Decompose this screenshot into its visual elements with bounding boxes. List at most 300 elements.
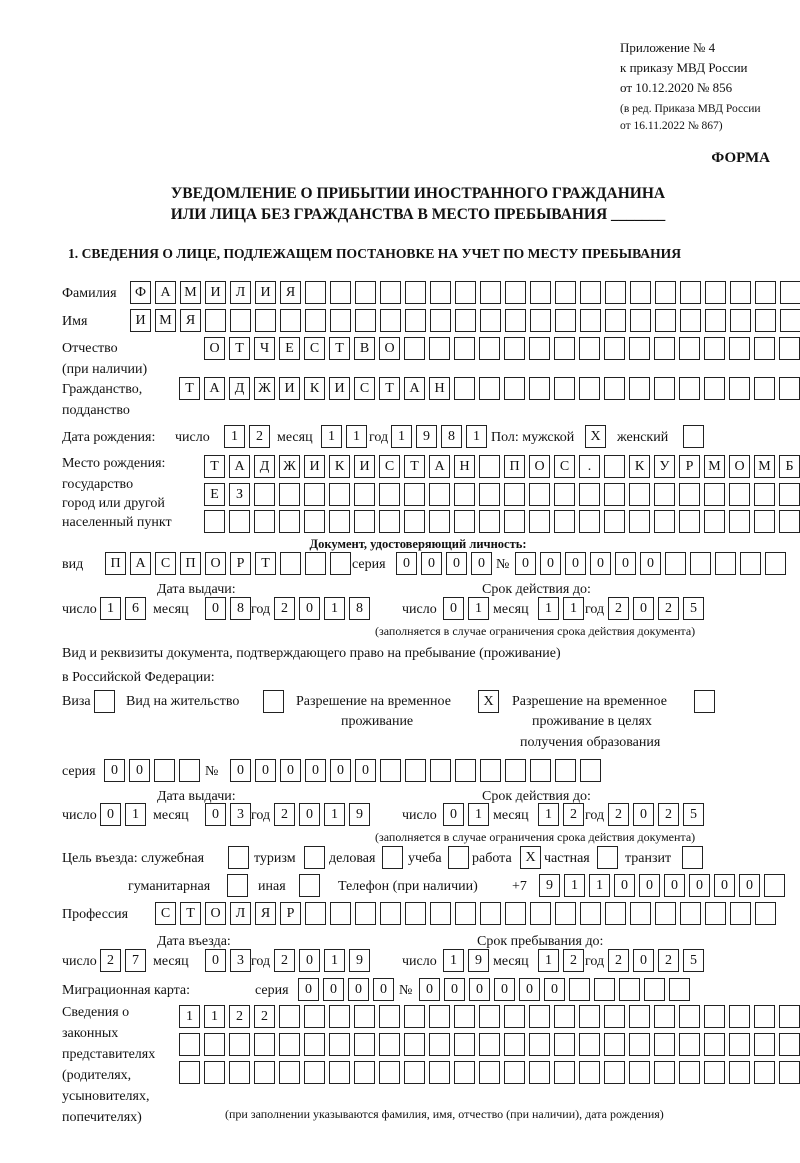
entry-day-field[interactable]	[100, 949, 146, 972]
char-cell[interactable]	[579, 483, 600, 506]
char-cell[interactable]: 0	[348, 978, 369, 1001]
char-cell[interactable]	[279, 510, 300, 533]
char-cell[interactable]	[619, 978, 640, 1001]
char-cell[interactable]: 0	[446, 552, 467, 575]
char-cell[interactable]: 0	[129, 759, 150, 782]
char-cell[interactable]: 2	[608, 803, 629, 826]
char-cell[interactable]	[505, 281, 526, 304]
char-cell[interactable]: 2	[249, 425, 270, 448]
char-cell[interactable]	[379, 1005, 400, 1028]
char-cell[interactable]: .	[579, 455, 600, 478]
char-cell[interactable]	[654, 510, 675, 533]
char-cell[interactable]	[529, 337, 550, 360]
char-cell[interactable]	[430, 902, 451, 925]
char-cell[interactable]	[683, 425, 704, 448]
char-cell[interactable]	[504, 510, 525, 533]
char-cell[interactable]	[505, 902, 526, 925]
char-cell[interactable]: О	[205, 552, 226, 575]
char-cell[interactable]: О	[205, 902, 226, 925]
char-cell[interactable]: 1	[589, 874, 610, 897]
char-cell[interactable]	[754, 337, 775, 360]
char-cell[interactable]: 0	[299, 803, 320, 826]
id-issue-month-field[interactable]	[205, 597, 251, 620]
visa-checkbox[interactable]	[94, 690, 115, 713]
id-kind-field[interactable]	[105, 552, 351, 575]
birth-year-field[interactable]	[391, 425, 487, 448]
sex-male-checkbox[interactable]	[585, 425, 606, 448]
char-cell[interactable]	[380, 281, 401, 304]
char-cell[interactable]	[480, 902, 501, 925]
char-cell[interactable]	[204, 510, 225, 533]
char-cell[interactable]: 0	[565, 552, 586, 575]
char-cell[interactable]: 9	[349, 803, 370, 826]
char-cell[interactable]	[330, 902, 351, 925]
char-cell[interactable]	[580, 281, 601, 304]
char-cell[interactable]	[630, 309, 651, 332]
char-cell[interactable]: 1	[324, 597, 345, 620]
char-cell[interactable]	[479, 1005, 500, 1028]
char-cell[interactable]: Я	[280, 281, 301, 304]
stay-day-field[interactable]	[443, 949, 489, 972]
char-cell[interactable]	[404, 510, 425, 533]
char-cell[interactable]: О	[729, 455, 750, 478]
char-cell[interactable]: А	[404, 377, 425, 400]
char-cell[interactable]	[604, 1061, 625, 1084]
char-cell[interactable]	[755, 902, 776, 925]
birth-day-field[interactable]	[224, 425, 270, 448]
char-cell[interactable]: 0	[515, 552, 536, 575]
char-cell[interactable]	[429, 337, 450, 360]
char-cell[interactable]	[629, 1033, 650, 1056]
phone-field[interactable]	[539, 874, 785, 897]
char-cell[interactable]	[754, 483, 775, 506]
char-cell[interactable]	[629, 1061, 650, 1084]
char-cell[interactable]	[304, 1005, 325, 1028]
char-cell[interactable]: Р	[679, 455, 700, 478]
entry-month-field[interactable]	[205, 949, 251, 972]
char-cell[interactable]: 3	[230, 949, 251, 972]
char-cell[interactable]	[765, 552, 786, 575]
surname-field[interactable]	[130, 281, 800, 304]
char-cell[interactable]: 0	[590, 552, 611, 575]
char-cell[interactable]: С	[155, 552, 176, 575]
char-cell[interactable]	[704, 1061, 725, 1084]
char-cell[interactable]	[729, 483, 750, 506]
char-cell[interactable]	[730, 309, 751, 332]
char-cell[interactable]	[729, 1033, 750, 1056]
char-cell[interactable]: 1	[564, 874, 585, 897]
char-cell[interactable]: 1	[125, 803, 146, 826]
char-cell[interactable]: 2	[608, 597, 629, 620]
char-cell[interactable]: 0	[540, 552, 561, 575]
char-cell[interactable]	[280, 552, 301, 575]
char-cell[interactable]	[655, 281, 676, 304]
char-cell[interactable]: А	[204, 377, 225, 400]
char-cell[interactable]: М	[754, 455, 775, 478]
char-cell[interactable]	[355, 281, 376, 304]
char-cell[interactable]	[479, 337, 500, 360]
right-number-field[interactable]	[230, 759, 601, 782]
char-cell[interactable]: 0	[396, 552, 417, 575]
id-issue-year-field[interactable]	[274, 597, 370, 620]
char-cell[interactable]	[555, 759, 576, 782]
char-cell[interactable]: 1	[538, 597, 559, 620]
char-cell[interactable]	[305, 309, 326, 332]
char-cell[interactable]	[530, 309, 551, 332]
char-cell[interactable]	[330, 309, 351, 332]
char-cell[interactable]	[179, 1033, 200, 1056]
char-cell[interactable]	[580, 759, 601, 782]
char-cell[interactable]	[755, 281, 776, 304]
char-cell[interactable]	[480, 281, 501, 304]
char-cell[interactable]: 1	[204, 1005, 225, 1028]
reps-field-1[interactable]	[179, 1005, 800, 1028]
char-cell[interactable]	[555, 902, 576, 925]
char-cell[interactable]	[404, 483, 425, 506]
char-cell[interactable]	[379, 1061, 400, 1084]
char-cell[interactable]: 5	[683, 803, 704, 826]
purpose-transit-checkbox[interactable]	[682, 846, 703, 869]
char-cell[interactable]: С	[379, 455, 400, 478]
char-cell[interactable]	[579, 1061, 600, 1084]
char-cell[interactable]: 1	[321, 425, 342, 448]
char-cell[interactable]	[705, 281, 726, 304]
profession-field[interactable]	[155, 902, 776, 925]
char-cell[interactable]: С	[554, 455, 575, 478]
char-cell[interactable]	[729, 377, 750, 400]
char-cell[interactable]	[554, 337, 575, 360]
char-cell[interactable]	[505, 309, 526, 332]
char-cell[interactable]	[644, 978, 665, 1001]
char-cell[interactable]: И	[279, 377, 300, 400]
char-cell[interactable]	[779, 377, 800, 400]
char-cell[interactable]: И	[130, 309, 151, 332]
stay-month-field[interactable]	[538, 949, 584, 972]
char-cell[interactable]	[754, 1033, 775, 1056]
char-cell[interactable]	[479, 510, 500, 533]
char-cell[interactable]	[279, 1033, 300, 1056]
char-cell[interactable]: 1	[100, 597, 121, 620]
char-cell[interactable]	[429, 1033, 450, 1056]
char-cell[interactable]	[654, 1033, 675, 1056]
char-cell[interactable]	[630, 902, 651, 925]
char-cell[interactable]	[179, 1061, 200, 1084]
char-cell[interactable]: А	[429, 455, 450, 478]
char-cell[interactable]: 8	[230, 597, 251, 620]
char-cell[interactable]: П	[105, 552, 126, 575]
char-cell[interactable]: 1	[468, 803, 489, 826]
char-cell[interactable]: 8	[441, 425, 462, 448]
char-cell[interactable]	[704, 1033, 725, 1056]
char-cell[interactable]: Ж	[279, 455, 300, 478]
char-cell[interactable]: К	[329, 455, 350, 478]
char-cell[interactable]: 1	[324, 803, 345, 826]
char-cell[interactable]	[679, 483, 700, 506]
char-cell[interactable]: 0	[519, 978, 540, 1001]
char-cell[interactable]	[304, 483, 325, 506]
char-cell[interactable]	[429, 1005, 450, 1028]
char-cell[interactable]	[505, 759, 526, 782]
char-cell[interactable]: Н	[429, 377, 450, 400]
char-cell[interactable]	[504, 483, 525, 506]
id-valid-year-field[interactable]	[608, 597, 704, 620]
id-valid-month-field[interactable]	[538, 597, 584, 620]
char-cell[interactable]: 0	[298, 978, 319, 1001]
char-cell[interactable]	[404, 1005, 425, 1028]
char-cell[interactable]: Л	[230, 281, 251, 304]
char-cell[interactable]	[704, 1005, 725, 1028]
char-cell[interactable]	[580, 309, 601, 332]
char-cell[interactable]	[454, 1005, 475, 1028]
char-cell[interactable]	[604, 337, 625, 360]
id-issue-day-field[interactable]	[100, 597, 146, 620]
char-cell[interactable]	[530, 281, 551, 304]
char-cell[interactable]	[655, 902, 676, 925]
char-cell[interactable]	[454, 1033, 475, 1056]
char-cell[interactable]: 1	[391, 425, 412, 448]
char-cell[interactable]: Т	[179, 377, 200, 400]
char-cell[interactable]: 2	[658, 803, 679, 826]
char-cell[interactable]	[430, 309, 451, 332]
char-cell[interactable]	[694, 690, 715, 713]
char-cell[interactable]	[305, 552, 326, 575]
char-cell[interactable]	[454, 337, 475, 360]
char-cell[interactable]	[680, 281, 701, 304]
purpose-private-checkbox[interactable]	[597, 846, 618, 869]
char-cell[interactable]	[354, 1061, 375, 1084]
char-cell[interactable]: П	[180, 552, 201, 575]
char-cell[interactable]: 0	[305, 759, 326, 782]
char-cell[interactable]: 0	[615, 552, 636, 575]
char-cell[interactable]	[329, 483, 350, 506]
migration-series-field[interactable]	[298, 978, 394, 1001]
char-cell[interactable]	[779, 1005, 800, 1028]
char-cell[interactable]: 0	[633, 803, 654, 826]
char-cell[interactable]: Т	[379, 377, 400, 400]
char-cell[interactable]	[604, 455, 625, 478]
char-cell[interactable]	[630, 281, 651, 304]
char-cell[interactable]	[529, 1005, 550, 1028]
char-cell[interactable]	[380, 902, 401, 925]
char-cell[interactable]	[780, 281, 800, 304]
char-cell[interactable]	[455, 902, 476, 925]
char-cell[interactable]	[354, 510, 375, 533]
char-cell[interactable]	[429, 510, 450, 533]
char-cell[interactable]	[204, 1033, 225, 1056]
migration-number-field[interactable]	[419, 978, 690, 1001]
char-cell[interactable]	[405, 309, 426, 332]
char-cell[interactable]	[329, 510, 350, 533]
char-cell[interactable]	[780, 309, 800, 332]
char-cell[interactable]: 8	[349, 597, 370, 620]
char-cell[interactable]	[405, 281, 426, 304]
char-cell[interactable]: И	[329, 377, 350, 400]
name-field[interactable]	[130, 309, 800, 332]
char-cell[interactable]	[654, 337, 675, 360]
char-cell[interactable]: Я	[180, 309, 201, 332]
char-cell[interactable]	[448, 846, 469, 869]
trp-checkbox[interactable]	[478, 690, 499, 713]
char-cell[interactable]: 2	[608, 949, 629, 972]
char-cell[interactable]	[255, 309, 276, 332]
char-cell[interactable]	[704, 510, 725, 533]
char-cell[interactable]: Б	[779, 455, 800, 478]
char-cell[interactable]: 0	[205, 949, 226, 972]
char-cell[interactable]: 9	[349, 949, 370, 972]
char-cell[interactable]: О	[204, 337, 225, 360]
char-cell[interactable]	[604, 510, 625, 533]
char-cell[interactable]	[529, 1033, 550, 1056]
char-cell[interactable]	[597, 846, 618, 869]
char-cell[interactable]	[729, 337, 750, 360]
char-cell[interactable]	[227, 874, 248, 897]
char-cell[interactable]: Т	[255, 552, 276, 575]
char-cell[interactable]: В	[354, 337, 375, 360]
char-cell[interactable]	[779, 1033, 800, 1056]
char-cell[interactable]: 0	[469, 978, 490, 1001]
char-cell[interactable]: 2	[229, 1005, 250, 1028]
char-cell[interactable]: Т	[404, 455, 425, 478]
char-cell[interactable]: Т	[180, 902, 201, 925]
char-cell[interactable]	[604, 1033, 625, 1056]
char-cell[interactable]	[305, 902, 326, 925]
right-issue-month-field[interactable]	[205, 803, 251, 826]
char-cell[interactable]: X	[585, 425, 606, 448]
char-cell[interactable]	[404, 1061, 425, 1084]
char-cell[interactable]	[405, 759, 426, 782]
char-cell[interactable]	[380, 309, 401, 332]
char-cell[interactable]: 0	[355, 759, 376, 782]
char-cell[interactable]	[455, 281, 476, 304]
char-cell[interactable]: Л	[230, 902, 251, 925]
char-cell[interactable]: X	[478, 690, 499, 713]
char-cell[interactable]: 9	[468, 949, 489, 972]
char-cell[interactable]	[679, 1061, 700, 1084]
char-cell[interactable]	[455, 759, 476, 782]
char-cell[interactable]	[263, 690, 284, 713]
char-cell[interactable]: 0	[633, 597, 654, 620]
char-cell[interactable]	[680, 309, 701, 332]
char-cell[interactable]	[755, 309, 776, 332]
char-cell[interactable]: 2	[563, 803, 584, 826]
char-cell[interactable]: 1	[346, 425, 367, 448]
char-cell[interactable]	[94, 690, 115, 713]
char-cell[interactable]: И	[304, 455, 325, 478]
char-cell[interactable]: О	[529, 455, 550, 478]
char-cell[interactable]: 6	[125, 597, 146, 620]
char-cell[interactable]: 0	[299, 597, 320, 620]
char-cell[interactable]	[554, 483, 575, 506]
char-cell[interactable]	[228, 846, 249, 869]
reps-field-2[interactable]	[179, 1033, 800, 1056]
char-cell[interactable]: 1	[179, 1005, 200, 1028]
char-cell[interactable]	[680, 902, 701, 925]
char-cell[interactable]	[605, 309, 626, 332]
purpose-business-checkbox[interactable]	[382, 846, 403, 869]
char-cell[interactable]	[204, 1061, 225, 1084]
char-cell[interactable]: 1	[538, 803, 559, 826]
char-cell[interactable]: 0	[444, 978, 465, 1001]
char-cell[interactable]	[779, 510, 800, 533]
char-cell[interactable]	[429, 483, 450, 506]
char-cell[interactable]: 2	[274, 803, 295, 826]
char-cell[interactable]: С	[155, 902, 176, 925]
char-cell[interactable]	[754, 377, 775, 400]
char-cell[interactable]: 0	[639, 874, 660, 897]
char-cell[interactable]: П	[504, 455, 525, 478]
char-cell[interactable]: 1	[443, 949, 464, 972]
char-cell[interactable]	[454, 377, 475, 400]
char-cell[interactable]	[304, 510, 325, 533]
char-cell[interactable]: 0	[714, 874, 735, 897]
char-cell[interactable]	[329, 1005, 350, 1028]
char-cell[interactable]	[355, 902, 376, 925]
char-cell[interactable]	[504, 1061, 525, 1084]
char-cell[interactable]: М	[180, 281, 201, 304]
char-cell[interactable]: 0	[323, 978, 344, 1001]
char-cell[interactable]: Р	[280, 902, 301, 925]
char-cell[interactable]	[254, 510, 275, 533]
char-cell[interactable]	[754, 1005, 775, 1028]
birth-place-field-2[interactable]	[204, 483, 800, 506]
char-cell[interactable]: Е	[279, 337, 300, 360]
char-cell[interactable]	[705, 309, 726, 332]
char-cell[interactable]: 0	[255, 759, 276, 782]
char-cell[interactable]	[629, 483, 650, 506]
char-cell[interactable]: А	[130, 552, 151, 575]
char-cell[interactable]: 0	[373, 978, 394, 1001]
char-cell[interactable]	[379, 1033, 400, 1056]
char-cell[interactable]: 2	[563, 949, 584, 972]
char-cell[interactable]: X	[520, 846, 541, 869]
char-cell[interactable]	[405, 902, 426, 925]
char-cell[interactable]	[604, 483, 625, 506]
char-cell[interactable]: 0	[419, 978, 440, 1001]
char-cell[interactable]	[504, 1033, 525, 1056]
char-cell[interactable]	[179, 759, 200, 782]
char-cell[interactable]	[555, 281, 576, 304]
id-valid-day-field[interactable]	[443, 597, 489, 620]
char-cell[interactable]: 2	[254, 1005, 275, 1028]
char-cell[interactable]: З	[229, 483, 250, 506]
char-cell[interactable]	[254, 1033, 275, 1056]
char-cell[interactable]	[229, 1061, 250, 1084]
char-cell[interactable]	[654, 377, 675, 400]
char-cell[interactable]: 0	[104, 759, 125, 782]
char-cell[interactable]	[304, 1033, 325, 1056]
char-cell[interactable]: 0	[689, 874, 710, 897]
char-cell[interactable]	[729, 1005, 750, 1028]
right-series-field[interactable]	[104, 759, 200, 782]
char-cell[interactable]: 1	[468, 597, 489, 620]
char-cell[interactable]	[480, 309, 501, 332]
char-cell[interactable]	[779, 483, 800, 506]
char-cell[interactable]: 1	[224, 425, 245, 448]
char-cell[interactable]: 2	[274, 949, 295, 972]
char-cell[interactable]: А	[229, 455, 250, 478]
char-cell[interactable]	[679, 1005, 700, 1028]
char-cell[interactable]: 0	[205, 803, 226, 826]
char-cell[interactable]	[679, 1033, 700, 1056]
entry-year-field[interactable]	[274, 949, 370, 972]
char-cell[interactable]: Я	[255, 902, 276, 925]
char-cell[interactable]: И	[354, 455, 375, 478]
sex-female-checkbox[interactable]	[683, 425, 704, 448]
char-cell[interactable]: 2	[658, 949, 679, 972]
char-cell[interactable]	[329, 1061, 350, 1084]
char-cell[interactable]: С	[304, 337, 325, 360]
char-cell[interactable]	[430, 759, 451, 782]
